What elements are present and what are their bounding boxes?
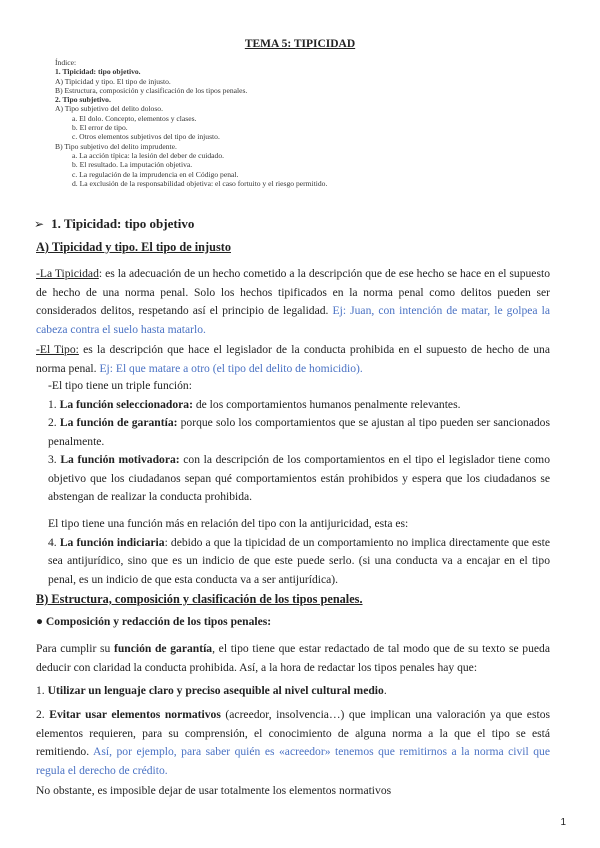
- page-number: 1: [560, 817, 566, 828]
- index-item: 2. Tipo subjetivo.: [55, 95, 111, 105]
- tipo-paragraph: -El Tipo: es la descripción que hace el legislador de la conducta prohibida en el supuesto de hecho de una norma penal. Ej: El que matare a otro (el tipo del delito de homicidio).: [36, 343, 550, 375]
- bullet-heading: ● Composición y redacción de los tipos penales:: [36, 615, 272, 628]
- index-item: 1. Tipicidad: tipo objetivo.: [55, 67, 141, 77]
- functions-block: [36, 377, 550, 507]
- function-item: 3. La función motivadora: con la descripción de los comportamientos en el tipo el legislador tiene como objetivo que los ciudadanos sepan qué comportamientos están prohibidos y espera que los ciudadanos se abstengan de realizar la conducta prohibida.: [48, 453, 550, 503]
- example-text: Así, por ejemplo, para saber quién es «acreedor» tenemos que remitirnos a la norma civil que regula el derecho de crédito.: [36, 745, 550, 777]
- indiciaria-block: [36, 515, 550, 589]
- arrow-bullet-icon: ➢: [34, 217, 45, 231]
- rule-item-2: 2. Evitar usar elementos normativos (acreedor, insolvencia…) que implican una valoración ya que estos elementos requieren, para su comprensión, el conocimiento de alguna norma a la que el tipo se está remitiendo. Así, por ejemplo, para saber quién es «acreedor» tenemos que remitirnos a la norma civil que regula el derecho de crédito.: [36, 708, 550, 777]
- term-tipicidad: -La Tipicidad: [36, 267, 99, 280]
- section-heading: ➢ 1. Tipicidad: tipo objetivo: [34, 216, 195, 231]
- index-label: Índice:: [55, 58, 77, 67]
- function-item: 1. La función seleccionadora: de los comportamientos humanos penalmente relevantes.: [48, 397, 461, 411]
- index-item: B) Tipo subjetivo del delito imprudente.: [55, 141, 177, 151]
- index-item: a. La acción típica: la lesión del deber de cuidado.: [72, 150, 225, 160]
- index-item: b. El resultado. La imputación objetiva.: [72, 160, 193, 170]
- index-item: c. La regulación de la imprudencia en el Código penal.: [72, 169, 239, 179]
- index-item: b. El error de tipo.: [72, 123, 128, 133]
- example-text: Ej: Juan, con intención de matar, le golpea la cabeza contra el suelo hasta matarlo.: [36, 304, 551, 336]
- extra-function-intro: El tipo tiene una función más en relación del tipo con la antijuricidad, esta es:: [48, 517, 409, 530]
- page-title: TEMA 5: TIPICIDAD: [244, 38, 356, 50]
- function-item: 2. La función de garantía: porque solo los comportamientos que se ajustan al tipo pueden ser sancionados penalmente.: [48, 416, 550, 448]
- example-text: Ej: El que matare a otro (el tipo del delito de homicidio).: [99, 361, 363, 375]
- index-item: B) Estructura, composición y clasificación de los tipos penales.: [55, 85, 248, 95]
- subsection-heading-b: B) Estructura, composición y clasificación de los tipos penales.: [36, 592, 363, 606]
- table-of-contents: [55, 58, 555, 188]
- index-item: c. Otros elementos subjetivos del tipo de injusto.: [72, 132, 220, 142]
- index-item: a. El dolo. Concepto, elementos y clases.: [72, 113, 197, 123]
- functions-intro: -El tipo tiene un triple función:: [48, 379, 192, 392]
- bullet-icon: ●: [36, 615, 44, 628]
- rule-item-1: 1. Utilizar un lenguaje claro y preciso asequible al nivel cultural medio.: [36, 684, 387, 697]
- function-item: 4. La función indiciaria: debido a que la tipicidad de un comportamiento no implica directamente que este sea antijurídico, sino que es un indicio de que este puede serlo. (si una conducta va a encajar en el tipo penal, es un indicio de que esta conducta va a ser antijurídica).: [48, 535, 550, 586]
- index-item: A) Tipo subjetivo del delito doloso.: [55, 104, 164, 114]
- index-item: d. La exclusión de la responsabilidad objetiva: el caso fortuito y el riesgo permitido.: [72, 178, 328, 188]
- closing-paragraph: No obstante, es imposible dejar de usar totalmente los elementos normativos: [36, 784, 392, 797]
- index-item: A) Tipicidad y tipo. El tipo de injusto.: [55, 76, 171, 86]
- tipicidad-paragraph: -La Tipicidad: es la adecuación de un hecho cometido a la descripción que de ese hecho se hace en el supuesto de hecho de una norma penal. Solo los hechos tipificados en la norma penal como delitos pueden ser considerados delitos, respetando así el principio de legalidad. Ej: Juan, con intención de matar, le golpea la cabeza contra el suelo hasta matarlo.: [36, 267, 551, 336]
- subsection-heading-a: A) Tipicidad y tipo. El tipo de injusto: [36, 240, 231, 254]
- garantia-paragraph: Para cumplir su función de garantía, el tipo tiene que estar redactado de tal modo que de su texto se pueda deducir con claridad la conducta prohibida. Así, a la hora de redactar los tipos penales hay que:: [36, 642, 550, 674]
- term-tipo: -El Tipo:: [36, 343, 79, 356]
